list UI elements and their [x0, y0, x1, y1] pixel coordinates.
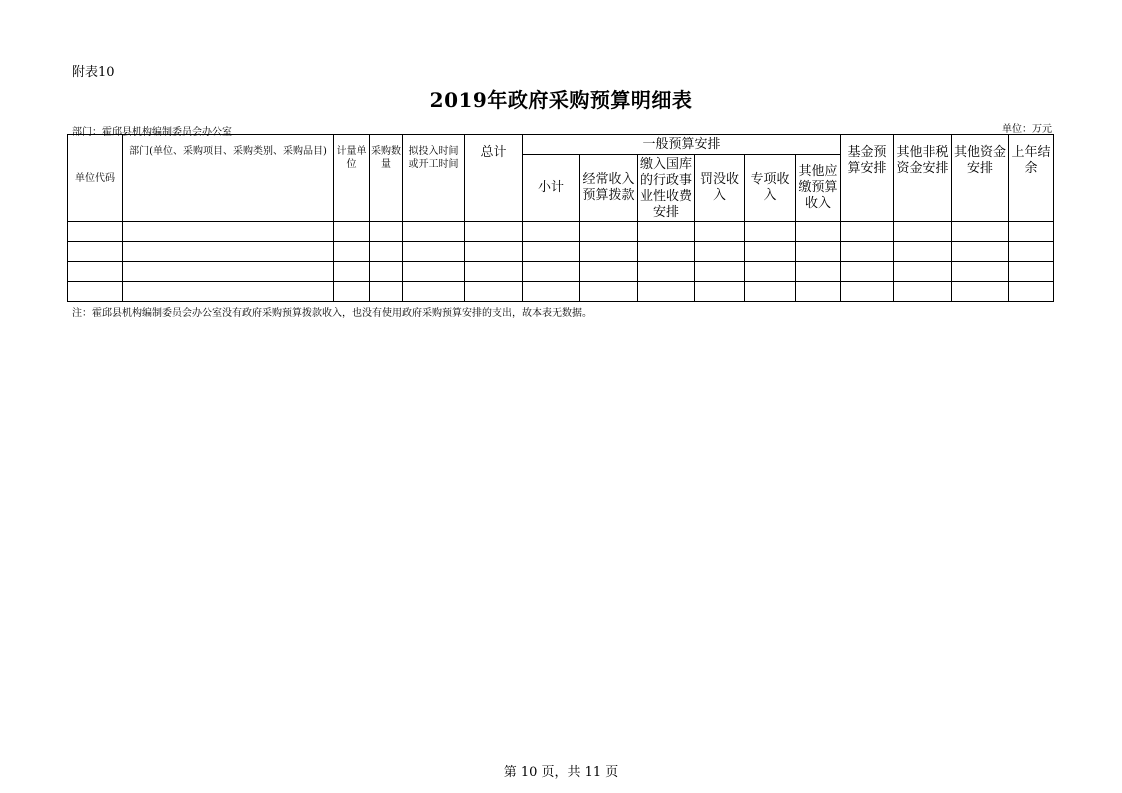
table-cell	[952, 282, 1009, 302]
header-fund-budget: 基金预算安排	[841, 135, 894, 222]
table-cell	[580, 242, 638, 262]
table-cell	[841, 222, 894, 242]
page-footer: 第 10 页，共 11 页	[503, 765, 619, 780]
table-cell	[796, 262, 841, 282]
table-cell	[465, 222, 523, 242]
table-cell	[638, 222, 695, 242]
table-cell	[1009, 282, 1054, 302]
table-cell	[334, 282, 370, 302]
header-other-payable: 其他应缴预算收入	[796, 155, 841, 222]
table-cell	[745, 282, 796, 302]
unit-label: 单位：万元	[1002, 124, 1052, 135]
table-cell	[334, 222, 370, 242]
header-prior-balance: 上年结余	[1009, 135, 1054, 222]
table-cell	[745, 262, 796, 282]
header-total: 总计	[465, 135, 523, 222]
table-cell	[68, 242, 123, 262]
table-cell	[580, 222, 638, 242]
header-dept-item: 部门(单位、采购项目、采购类别、采购品目)	[123, 135, 334, 222]
table-cell	[796, 222, 841, 242]
table-cell	[894, 222, 952, 242]
header-other-nontax: 其他非税资金安排	[894, 135, 952, 222]
table-cell	[370, 262, 403, 282]
table-cell	[1009, 242, 1054, 262]
procurement-budget-table	[67, 134, 1054, 302]
table-row	[68, 242, 1054, 262]
table-cell	[952, 222, 1009, 242]
table-row	[68, 262, 1054, 282]
table-cell	[68, 222, 123, 242]
table-cell	[841, 262, 894, 282]
table-cell	[123, 262, 334, 282]
table-cell	[695, 242, 745, 262]
table-cell	[894, 282, 952, 302]
table-cell	[952, 242, 1009, 262]
table-cell	[523, 282, 580, 302]
table-cell	[523, 262, 580, 282]
table-cell	[465, 282, 523, 302]
table-cell	[403, 282, 465, 302]
table-cell	[123, 282, 334, 302]
table-cell	[745, 222, 796, 242]
table-cell	[1009, 262, 1054, 282]
table-cell	[841, 282, 894, 302]
header-special-income: 专项收入	[745, 155, 796, 222]
table-cell	[695, 222, 745, 242]
table-cell	[796, 242, 841, 262]
header-subtotal: 小计	[523, 155, 580, 222]
table-cell	[638, 262, 695, 282]
table-cell	[68, 262, 123, 282]
table-row	[68, 282, 1054, 302]
table-cell	[334, 262, 370, 282]
header-fines: 罚没收入	[695, 155, 745, 222]
header-other-funds: 其他资金安排	[952, 135, 1009, 222]
table-cell	[745, 242, 796, 262]
table-cell	[370, 222, 403, 242]
table-cell	[523, 222, 580, 242]
table-cell	[370, 242, 403, 262]
table-cell	[580, 282, 638, 302]
table-cell	[695, 282, 745, 302]
table-cell	[403, 242, 465, 262]
table-cell	[123, 222, 334, 242]
table-cell	[403, 262, 465, 282]
table-cell	[123, 242, 334, 262]
table-cell	[465, 262, 523, 282]
table-cell	[68, 282, 123, 302]
table-cell	[1009, 222, 1054, 242]
table-note: 注：霍邱县机构编制委员会办公室没有政府采购预算拨款收入，也没有使用政府采购预算安排的支出，故本表无数据。	[72, 308, 592, 319]
department-label: 部门：霍邱县机构编制委员会办公室	[72, 127, 232, 138]
header-treasury-fees: 缴入国库的行政事业性收费安排	[638, 155, 695, 222]
header-general-budget: 一般预算安排	[523, 135, 841, 155]
table-cell	[952, 262, 1009, 282]
table-cell	[894, 262, 952, 282]
table-row	[68, 222, 1054, 242]
header-regular-income: 经常收入预算拨款	[580, 155, 638, 222]
header-measure-unit: 计量单位	[334, 135, 370, 222]
table-cell	[465, 242, 523, 262]
table-cell	[523, 242, 580, 262]
table-cell	[580, 262, 638, 282]
page-title: 2019年政府采购预算明细表	[429, 88, 693, 112]
appendix-label: 附表10	[72, 65, 115, 80]
table-cell	[894, 242, 952, 262]
table-cell	[370, 282, 403, 302]
table-cell	[403, 222, 465, 242]
table-cell	[334, 242, 370, 262]
header-purchase-qty: 采购数量	[370, 135, 403, 222]
table-cell	[841, 242, 894, 262]
header-unit-code: 单位代码	[68, 135, 123, 222]
table-cell	[638, 242, 695, 262]
header-invest-time: 拟投入时间或开工时间	[403, 135, 465, 222]
table-cell	[695, 262, 745, 282]
table-cell	[638, 282, 695, 302]
table-cell	[796, 282, 841, 302]
